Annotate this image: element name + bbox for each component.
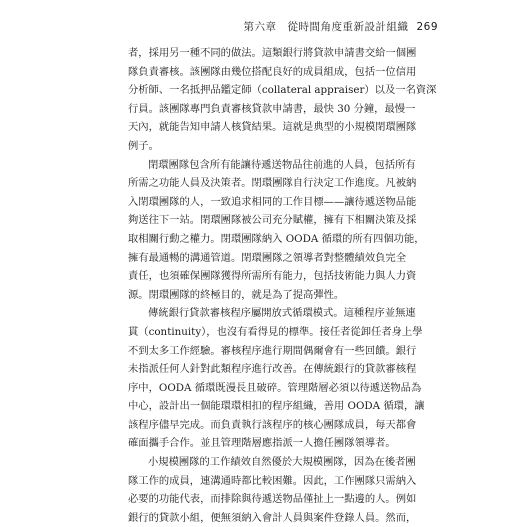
chapter-title: 第六章 從時間角度重新設計組織 (243, 21, 409, 33)
text-line: 源。閉環團隊的終極目的，就是為了提高彈性。 (128, 288, 345, 301)
text-line: 小規模團隊的工作績效自然優於大規模團隊，因為在後者團 (148, 456, 416, 469)
text-line: 例子。 (128, 139, 159, 152)
text-line: 所需之功能人員及決策者。閉環團隊自行決定工作進度。凡被納 (128, 177, 417, 190)
text-line: 者，採用另一種不同的做法。這類銀行將貸款申請書交給一個團 (128, 47, 417, 59)
text-line: 行員。該團隊專門負責審核貸款申請書，最快 30 分鐘，最慢一 (128, 102, 416, 115)
text-line: 未指派任何人針對此類程序進行改善。在傳統銀行的貸款審核程 (128, 363, 417, 376)
text-line: 責任，也須確保團隊獲得所需所有能力，包括技術能力與人力資 (128, 270, 417, 283)
text-line: 中心，設計出一個能環環相扣的程序組織，善用 OODA 循環，讓 (128, 400, 425, 413)
text-line: 天內，就能告知申請人核貸結果。這就是典型的小規模閉環團隊 (128, 121, 417, 134)
text-line: 隊工作的成員，連溝通時都比較困難。因此，工作團隊只需納入 (128, 474, 417, 487)
page-number: 269 (416, 21, 438, 33)
text-line: 夠送往下一站。閉環團隊被公司充分賦權，擁有下相關決策及採 (128, 214, 417, 227)
text-line: 分析師、一名抵押品鑑定師（collateral appraiser）以及一名資深 (128, 84, 437, 97)
text-line: 閉環團隊包含所有能讓待遞送物品往前進的人員，包括所有 (148, 158, 416, 171)
text-line: 傳統銀行貸款審核程序屬開放式循環模式。這種程序並無連 (148, 307, 416, 320)
text-line: 不到太多工作經驗。審核程序進行期間偶爾會有一些回饋。銀行 (128, 344, 417, 357)
text-line: 確面攜手合作。並且管理階層應指派一人擔任團隊領導者。 (128, 437, 396, 450)
running-head (243, 19, 438, 34)
body-text (128, 44, 437, 527)
text-line: 銀行的貸款小組，便無須納入會計人員與案件登錄人員。然而， (128, 511, 417, 524)
text-line: 入閉環團隊的人，一致追求相同的工作目標——讓待遞送物品能 (128, 195, 417, 208)
text-line: 該程序儘早完成。而負責執行該程序的核心團隊成員，每天都會 (128, 418, 417, 431)
text-line: 隊負責審核。該團隊由幾位搭配良好的成員組成，包括一位信用 (128, 65, 417, 78)
text-line: 序中，OODA 循環既漫長且破碎。管理階層必須以待遞送物品為 (128, 381, 422, 394)
text-line: 擁有最通暢的溝通管道。閉環團隊之領導者對整體績效負完全 (128, 251, 407, 264)
text-line: 取相關行動之權力。閉環團隊納入 OODA 循環的所有四個功能， (128, 232, 425, 245)
text-line: 貫（continuity），也沒有看得見的標準。接任者從卸任者身上學 (128, 325, 423, 338)
text-line: 必要的功能代表，而排除與待遞送物品僅扯上一點邊的人。例如 (128, 493, 417, 506)
